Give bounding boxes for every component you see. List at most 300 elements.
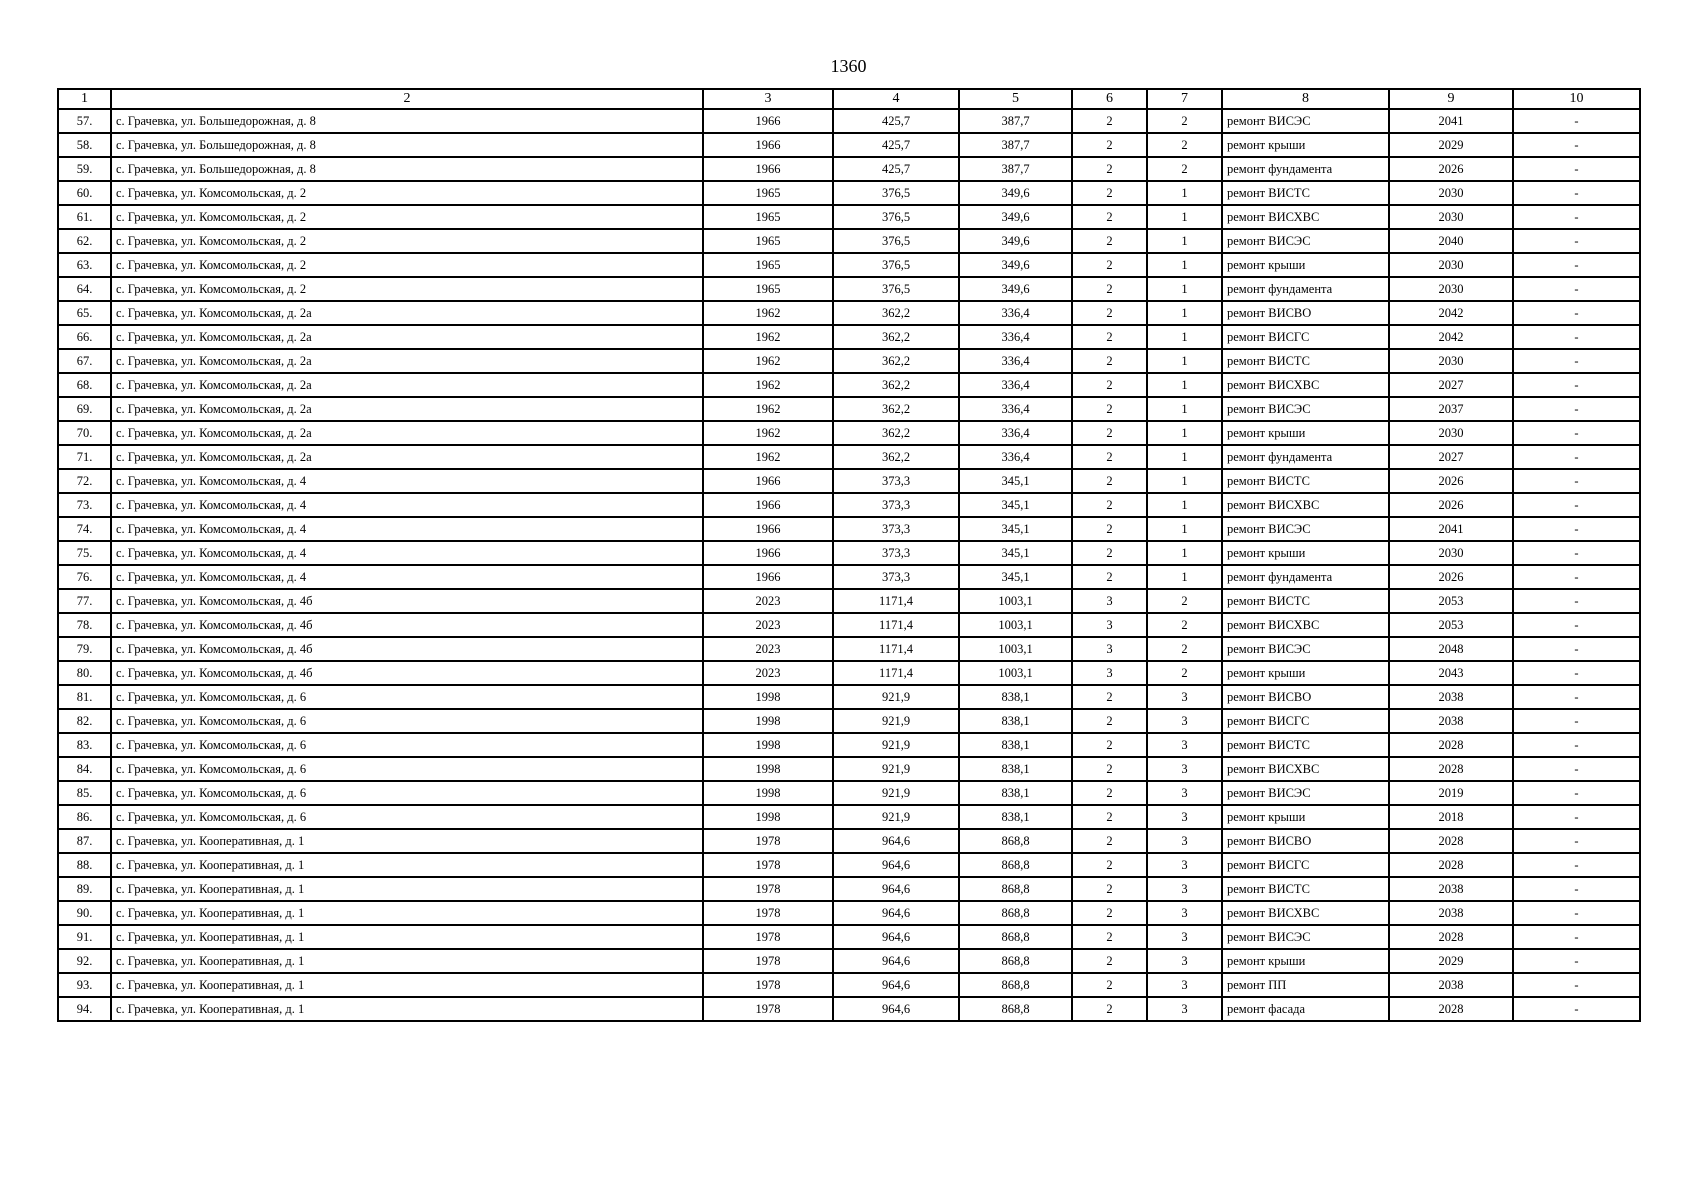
- cell-planned-year: 2028: [1389, 853, 1513, 877]
- cell-work-type: ремонт фундамента: [1222, 157, 1389, 181]
- table-row: [58, 541, 1640, 565]
- cell-note: -: [1513, 997, 1640, 1021]
- header-row: [58, 89, 1640, 109]
- cell-address: с. Грачевка, ул. Комсомольская, д. 2а: [111, 397, 703, 421]
- cell-living-area: 336,4: [959, 373, 1072, 397]
- cell-row-number: 83.: [58, 733, 111, 757]
- cell-work-type: ремонт ВИСГС: [1222, 853, 1389, 877]
- cell-planned-year: 2028: [1389, 733, 1513, 757]
- cell-planned-year: 2028: [1389, 757, 1513, 781]
- cell-living-area: 345,1: [959, 541, 1072, 565]
- cell-living-area: 868,8: [959, 925, 1072, 949]
- cell-address: с. Грачевка, ул. Кооперативная, д. 1: [111, 973, 703, 997]
- cell-floors: 2: [1072, 301, 1147, 325]
- cell-planned-year: 2040: [1389, 229, 1513, 253]
- cell-address: с. Грачевка, ул. Большедорожная, д. 8: [111, 109, 703, 133]
- cell-entrances: 2: [1147, 589, 1222, 613]
- cell-entrances: 1: [1147, 565, 1222, 589]
- cell-row-number: 68.: [58, 373, 111, 397]
- cell-living-area: 336,4: [959, 325, 1072, 349]
- cell-row-number: 89.: [58, 877, 111, 901]
- cell-year-built: 1978: [703, 877, 833, 901]
- cell-work-type: ремонт ВИСХВС: [1222, 373, 1389, 397]
- cell-note: -: [1513, 253, 1640, 277]
- cell-address: с. Грачевка, ул. Комсомольская, д. 4: [111, 517, 703, 541]
- cell-work-type: ремонт ВИСТС: [1222, 181, 1389, 205]
- cell-total-area: 964,6: [833, 949, 959, 973]
- cell-entrances: 1: [1147, 397, 1222, 421]
- table-row: [58, 781, 1640, 805]
- cell-row-number: 66.: [58, 325, 111, 349]
- cell-total-area: 964,6: [833, 829, 959, 853]
- cell-planned-year: 2029: [1389, 949, 1513, 973]
- table-row: [58, 253, 1640, 277]
- cell-note: -: [1513, 709, 1640, 733]
- cell-year-built: 1965: [703, 205, 833, 229]
- cell-living-area: 868,8: [959, 997, 1072, 1021]
- cell-work-type: ремонт ВИСХВС: [1222, 757, 1389, 781]
- cell-row-number: 85.: [58, 781, 111, 805]
- cell-floors: 2: [1072, 925, 1147, 949]
- cell-address: с. Грачевка, ул. Комсомольская, д. 6: [111, 733, 703, 757]
- cell-work-type: ремонт ВИСЭС: [1222, 517, 1389, 541]
- cell-planned-year: 2038: [1389, 709, 1513, 733]
- cell-year-built: 2023: [703, 637, 833, 661]
- cell-entrances: 1: [1147, 349, 1222, 373]
- cell-floors: 2: [1072, 469, 1147, 493]
- cell-planned-year: 2030: [1389, 253, 1513, 277]
- cell-total-area: 1171,4: [833, 637, 959, 661]
- cell-address: с. Грачевка, ул. Комсомольская, д. 2: [111, 205, 703, 229]
- cell-year-built: 1998: [703, 805, 833, 829]
- cell-floors: 3: [1072, 589, 1147, 613]
- cell-entrances: 1: [1147, 205, 1222, 229]
- column-header-6: 6: [1072, 89, 1147, 109]
- cell-row-number: 74.: [58, 517, 111, 541]
- cell-year-built: 1962: [703, 445, 833, 469]
- cell-year-built: 1966: [703, 109, 833, 133]
- cell-work-type: ремонт ВИСХВС: [1222, 901, 1389, 925]
- cell-address: с. Грачевка, ул. Комсомольская, д. 6: [111, 805, 703, 829]
- cell-planned-year: 2028: [1389, 829, 1513, 853]
- table-row: [58, 181, 1640, 205]
- cell-living-area: 838,1: [959, 805, 1072, 829]
- cell-entrances: 1: [1147, 493, 1222, 517]
- cell-planned-year: 2048: [1389, 637, 1513, 661]
- cell-year-built: 1978: [703, 949, 833, 973]
- cell-living-area: 345,1: [959, 565, 1072, 589]
- table-row: [58, 805, 1640, 829]
- cell-total-area: 964,6: [833, 853, 959, 877]
- cell-address: с. Грачевка, ул. Комсомольская, д. 4б: [111, 589, 703, 613]
- cell-floors: 2: [1072, 949, 1147, 973]
- cell-total-area: 376,5: [833, 277, 959, 301]
- cell-year-built: 1966: [703, 157, 833, 181]
- cell-note: -: [1513, 829, 1640, 853]
- cell-note: -: [1513, 805, 1640, 829]
- cell-work-type: ремонт ПП: [1222, 973, 1389, 997]
- cell-planned-year: 2038: [1389, 877, 1513, 901]
- cell-year-built: 1962: [703, 325, 833, 349]
- cell-living-area: 868,8: [959, 877, 1072, 901]
- cell-note: -: [1513, 685, 1640, 709]
- cell-floors: 2: [1072, 997, 1147, 1021]
- cell-address: с. Грачевка, ул. Комсомольская, д. 2: [111, 277, 703, 301]
- cell-work-type: ремонт ВИСГС: [1222, 709, 1389, 733]
- cell-entrances: 3: [1147, 709, 1222, 733]
- cell-row-number: 65.: [58, 301, 111, 325]
- cell-total-area: 376,5: [833, 253, 959, 277]
- cell-note: -: [1513, 157, 1640, 181]
- cell-living-area: 387,7: [959, 109, 1072, 133]
- cell-entrances: 2: [1147, 157, 1222, 181]
- table-row: [58, 685, 1640, 709]
- cell-floors: 2: [1072, 757, 1147, 781]
- cell-planned-year: 2038: [1389, 685, 1513, 709]
- cell-work-type: ремонт ВИСЭС: [1222, 229, 1389, 253]
- cell-planned-year: 2027: [1389, 445, 1513, 469]
- cell-address: с. Грачевка, ул. Комсомольская, д. 6: [111, 757, 703, 781]
- cell-total-area: 362,2: [833, 301, 959, 325]
- cell-living-area: 336,4: [959, 445, 1072, 469]
- cell-total-area: 964,6: [833, 997, 959, 1021]
- cell-planned-year: 2030: [1389, 421, 1513, 445]
- table-row: [58, 469, 1640, 493]
- cell-note: -: [1513, 757, 1640, 781]
- cell-floors: 2: [1072, 901, 1147, 925]
- cell-work-type: ремонт крыши: [1222, 253, 1389, 277]
- cell-floors: 2: [1072, 829, 1147, 853]
- cell-row-number: 57.: [58, 109, 111, 133]
- cell-planned-year: 2028: [1389, 997, 1513, 1021]
- cell-living-area: 868,8: [959, 973, 1072, 997]
- cell-entrances: 3: [1147, 949, 1222, 973]
- cell-total-area: 921,9: [833, 757, 959, 781]
- cell-total-area: 362,2: [833, 445, 959, 469]
- cell-entrances: 2: [1147, 133, 1222, 157]
- cell-living-area: 838,1: [959, 733, 1072, 757]
- table-row: [58, 205, 1640, 229]
- cell-floors: 2: [1072, 373, 1147, 397]
- cell-floors: 3: [1072, 613, 1147, 637]
- cell-entrances: 2: [1147, 637, 1222, 661]
- cell-row-number: 87.: [58, 829, 111, 853]
- cell-year-built: 1978: [703, 997, 833, 1021]
- cell-year-built: 1978: [703, 925, 833, 949]
- cell-row-number: 80.: [58, 661, 111, 685]
- cell-total-area: 373,3: [833, 565, 959, 589]
- cell-floors: 2: [1072, 229, 1147, 253]
- cell-address: с. Грачевка, ул. Комсомольская, д. 2: [111, 181, 703, 205]
- repair-schedule-table: [57, 88, 1641, 1022]
- cell-total-area: 1171,4: [833, 589, 959, 613]
- cell-total-area: 921,9: [833, 805, 959, 829]
- cell-note: -: [1513, 973, 1640, 997]
- table-row: [58, 661, 1640, 685]
- table-row: [58, 157, 1640, 181]
- cell-floors: 2: [1072, 109, 1147, 133]
- cell-row-number: 92.: [58, 949, 111, 973]
- cell-floors: 2: [1072, 277, 1147, 301]
- cell-note: -: [1513, 109, 1640, 133]
- cell-work-type: ремонт ВИСГС: [1222, 325, 1389, 349]
- cell-work-type: ремонт фундамента: [1222, 445, 1389, 469]
- cell-note: -: [1513, 565, 1640, 589]
- cell-row-number: 59.: [58, 157, 111, 181]
- cell-row-number: 61.: [58, 205, 111, 229]
- cell-work-type: ремонт ВИСВО: [1222, 685, 1389, 709]
- column-header-8: 8: [1222, 89, 1389, 109]
- cell-entrances: 3: [1147, 733, 1222, 757]
- cell-address: с. Грачевка, ул. Комсомольская, д. 2а: [111, 349, 703, 373]
- cell-note: -: [1513, 901, 1640, 925]
- cell-entrances: 3: [1147, 757, 1222, 781]
- cell-year-built: 1962: [703, 349, 833, 373]
- cell-row-number: 73.: [58, 493, 111, 517]
- cell-total-area: 373,3: [833, 469, 959, 493]
- cell-entrances: 3: [1147, 853, 1222, 877]
- cell-total-area: 921,9: [833, 733, 959, 757]
- cell-address: с. Грачевка, ул. Комсомольская, д. 4б: [111, 661, 703, 685]
- cell-row-number: 79.: [58, 637, 111, 661]
- cell-floors: 2: [1072, 517, 1147, 541]
- cell-floors: 3: [1072, 661, 1147, 685]
- cell-living-area: 1003,1: [959, 661, 1072, 685]
- cell-planned-year: 2026: [1389, 469, 1513, 493]
- cell-planned-year: 2030: [1389, 541, 1513, 565]
- cell-floors: 2: [1072, 445, 1147, 469]
- cell-row-number: 84.: [58, 757, 111, 781]
- cell-total-area: 373,3: [833, 541, 959, 565]
- column-header-9: 9: [1389, 89, 1513, 109]
- cell-year-built: 1962: [703, 301, 833, 325]
- cell-entrances: 3: [1147, 973, 1222, 997]
- cell-living-area: 345,1: [959, 469, 1072, 493]
- column-header-4: 4: [833, 89, 959, 109]
- cell-work-type: ремонт фундамента: [1222, 565, 1389, 589]
- cell-living-area: 336,4: [959, 301, 1072, 325]
- cell-total-area: 1171,4: [833, 661, 959, 685]
- cell-entrances: 2: [1147, 613, 1222, 637]
- cell-living-area: 868,8: [959, 853, 1072, 877]
- cell-work-type: ремонт ВИСХВС: [1222, 493, 1389, 517]
- cell-floors: 2: [1072, 205, 1147, 229]
- cell-address: с. Грачевка, ул. Комсомольская, д. 4: [111, 565, 703, 589]
- cell-address: с. Грачевка, ул. Кооперативная, д. 1: [111, 949, 703, 973]
- cell-work-type: ремонт крыши: [1222, 541, 1389, 565]
- cell-year-built: 1965: [703, 253, 833, 277]
- cell-year-built: 1962: [703, 373, 833, 397]
- cell-floors: 2: [1072, 685, 1147, 709]
- cell-floors: 2: [1072, 133, 1147, 157]
- cell-total-area: 376,5: [833, 229, 959, 253]
- cell-work-type: ремонт крыши: [1222, 421, 1389, 445]
- cell-year-built: 1978: [703, 829, 833, 853]
- cell-year-built: 1998: [703, 685, 833, 709]
- cell-floors: 2: [1072, 349, 1147, 373]
- cell-note: -: [1513, 373, 1640, 397]
- cell-year-built: 1965: [703, 229, 833, 253]
- column-header-3: 3: [703, 89, 833, 109]
- cell-work-type: ремонт ВИСЭС: [1222, 781, 1389, 805]
- cell-total-area: 964,6: [833, 973, 959, 997]
- table-body: [58, 109, 1640, 1021]
- cell-note: -: [1513, 181, 1640, 205]
- cell-address: с. Грачевка, ул. Большедорожная, д. 8: [111, 133, 703, 157]
- cell-entrances: 1: [1147, 277, 1222, 301]
- table-row: [58, 829, 1640, 853]
- cell-living-area: 349,6: [959, 277, 1072, 301]
- cell-total-area: 376,5: [833, 181, 959, 205]
- cell-row-number: 69.: [58, 397, 111, 421]
- table-row: [58, 613, 1640, 637]
- cell-row-number: 82.: [58, 709, 111, 733]
- cell-entrances: 3: [1147, 877, 1222, 901]
- cell-planned-year: 2029: [1389, 133, 1513, 157]
- cell-row-number: 67.: [58, 349, 111, 373]
- cell-living-area: 336,4: [959, 397, 1072, 421]
- cell-year-built: 1966: [703, 493, 833, 517]
- cell-note: -: [1513, 325, 1640, 349]
- cell-work-type: ремонт ВИСХВС: [1222, 613, 1389, 637]
- cell-floors: 2: [1072, 493, 1147, 517]
- table-row: [58, 997, 1640, 1021]
- cell-total-area: 362,2: [833, 421, 959, 445]
- table-row: [58, 733, 1640, 757]
- cell-planned-year: 2030: [1389, 349, 1513, 373]
- cell-year-built: 1966: [703, 565, 833, 589]
- cell-year-built: 1978: [703, 901, 833, 925]
- cell-planned-year: 2030: [1389, 205, 1513, 229]
- cell-note: -: [1513, 421, 1640, 445]
- page-number: 1360: [830, 56, 867, 76]
- cell-floors: 2: [1072, 733, 1147, 757]
- cell-year-built: 1998: [703, 709, 833, 733]
- table-row: [58, 637, 1640, 661]
- table-row: [58, 925, 1640, 949]
- cell-floors: 2: [1072, 397, 1147, 421]
- table-row: [58, 373, 1640, 397]
- cell-year-built: 1965: [703, 181, 833, 205]
- cell-entrances: 3: [1147, 901, 1222, 925]
- cell-row-number: 71.: [58, 445, 111, 469]
- cell-year-built: 1962: [703, 397, 833, 421]
- cell-year-built: 2023: [703, 589, 833, 613]
- cell-year-built: 1978: [703, 973, 833, 997]
- cell-row-number: 81.: [58, 685, 111, 709]
- cell-entrances: 1: [1147, 325, 1222, 349]
- cell-planned-year: 2053: [1389, 613, 1513, 637]
- cell-note: -: [1513, 133, 1640, 157]
- cell-total-area: 921,9: [833, 685, 959, 709]
- cell-year-built: 1965: [703, 277, 833, 301]
- cell-planned-year: 2038: [1389, 973, 1513, 997]
- cell-living-area: 349,6: [959, 181, 1072, 205]
- cell-entrances: 3: [1147, 685, 1222, 709]
- table-row: [58, 589, 1640, 613]
- table-row: [58, 709, 1640, 733]
- cell-total-area: 964,6: [833, 925, 959, 949]
- cell-address: с. Грачевка, ул. Комсомольская, д. 2: [111, 253, 703, 277]
- cell-total-area: 921,9: [833, 709, 959, 733]
- cell-note: -: [1513, 877, 1640, 901]
- table-row: [58, 325, 1640, 349]
- cell-address: с. Грачевка, ул. Комсомольская, д. 4б: [111, 637, 703, 661]
- cell-living-area: 868,8: [959, 949, 1072, 973]
- cell-note: -: [1513, 517, 1640, 541]
- cell-planned-year: 2030: [1389, 181, 1513, 205]
- cell-year-built: 1978: [703, 853, 833, 877]
- cell-floors: 2: [1072, 253, 1147, 277]
- cell-address: с. Грачевка, ул. Кооперативная, д. 1: [111, 853, 703, 877]
- cell-total-area: 425,7: [833, 109, 959, 133]
- cell-work-type: ремонт ВИСТС: [1222, 733, 1389, 757]
- cell-entrances: 1: [1147, 517, 1222, 541]
- cell-floors: 2: [1072, 805, 1147, 829]
- cell-note: -: [1513, 637, 1640, 661]
- cell-year-built: 1962: [703, 421, 833, 445]
- cell-planned-year: 2026: [1389, 157, 1513, 181]
- cell-year-built: 2023: [703, 661, 833, 685]
- cell-total-area: 373,3: [833, 517, 959, 541]
- table-row: [58, 877, 1640, 901]
- cell-work-type: ремонт ВИСВО: [1222, 829, 1389, 853]
- cell-living-area: 387,7: [959, 157, 1072, 181]
- cell-total-area: 425,7: [833, 133, 959, 157]
- cell-entrances: 1: [1147, 229, 1222, 253]
- cell-floors: 2: [1072, 709, 1147, 733]
- cell-floors: 2: [1072, 781, 1147, 805]
- cell-year-built: 1966: [703, 133, 833, 157]
- table-row: [58, 973, 1640, 997]
- cell-address: с. Грачевка, ул. Комсомольская, д. 2а: [111, 325, 703, 349]
- cell-note: -: [1513, 397, 1640, 421]
- cell-floors: 2: [1072, 973, 1147, 997]
- cell-year-built: 1966: [703, 469, 833, 493]
- cell-work-type: ремонт ВИСТС: [1222, 349, 1389, 373]
- cell-note: -: [1513, 589, 1640, 613]
- cell-living-area: 336,4: [959, 349, 1072, 373]
- cell-planned-year: 2018: [1389, 805, 1513, 829]
- cell-work-type: ремонт ВИСЭС: [1222, 397, 1389, 421]
- cell-address: с. Грачевка, ул. Комсомольская, д. 6: [111, 781, 703, 805]
- cell-work-type: ремонт ВИСТС: [1222, 589, 1389, 613]
- table-row: [58, 565, 1640, 589]
- cell-row-number: 94.: [58, 997, 111, 1021]
- cell-work-type: ремонт фасада: [1222, 997, 1389, 1021]
- cell-living-area: 868,8: [959, 829, 1072, 853]
- cell-work-type: ремонт ВИСХВС: [1222, 205, 1389, 229]
- cell-work-type: ремонт крыши: [1222, 805, 1389, 829]
- table-row: [58, 949, 1640, 973]
- cell-address: с. Грачевка, ул. Комсомольская, д. 4: [111, 469, 703, 493]
- cell-address: с. Грачевка, ул. Кооперативная, д. 1: [111, 877, 703, 901]
- cell-address: с. Грачевка, ул. Комсомольская, д. 2: [111, 229, 703, 253]
- table-row: [58, 853, 1640, 877]
- cell-year-built: 1998: [703, 733, 833, 757]
- cell-floors: 2: [1072, 325, 1147, 349]
- table-row: [58, 901, 1640, 925]
- cell-planned-year: 2041: [1389, 517, 1513, 541]
- cell-total-area: 376,5: [833, 205, 959, 229]
- cell-work-type: ремонт крыши: [1222, 661, 1389, 685]
- cell-living-area: 345,1: [959, 517, 1072, 541]
- cell-address: с. Грачевка, ул. Комсомольская, д. 4: [111, 541, 703, 565]
- column-header-1: 1: [58, 89, 111, 109]
- cell-planned-year: 2019: [1389, 781, 1513, 805]
- cell-planned-year: 2053: [1389, 589, 1513, 613]
- cell-planned-year: 2038: [1389, 901, 1513, 925]
